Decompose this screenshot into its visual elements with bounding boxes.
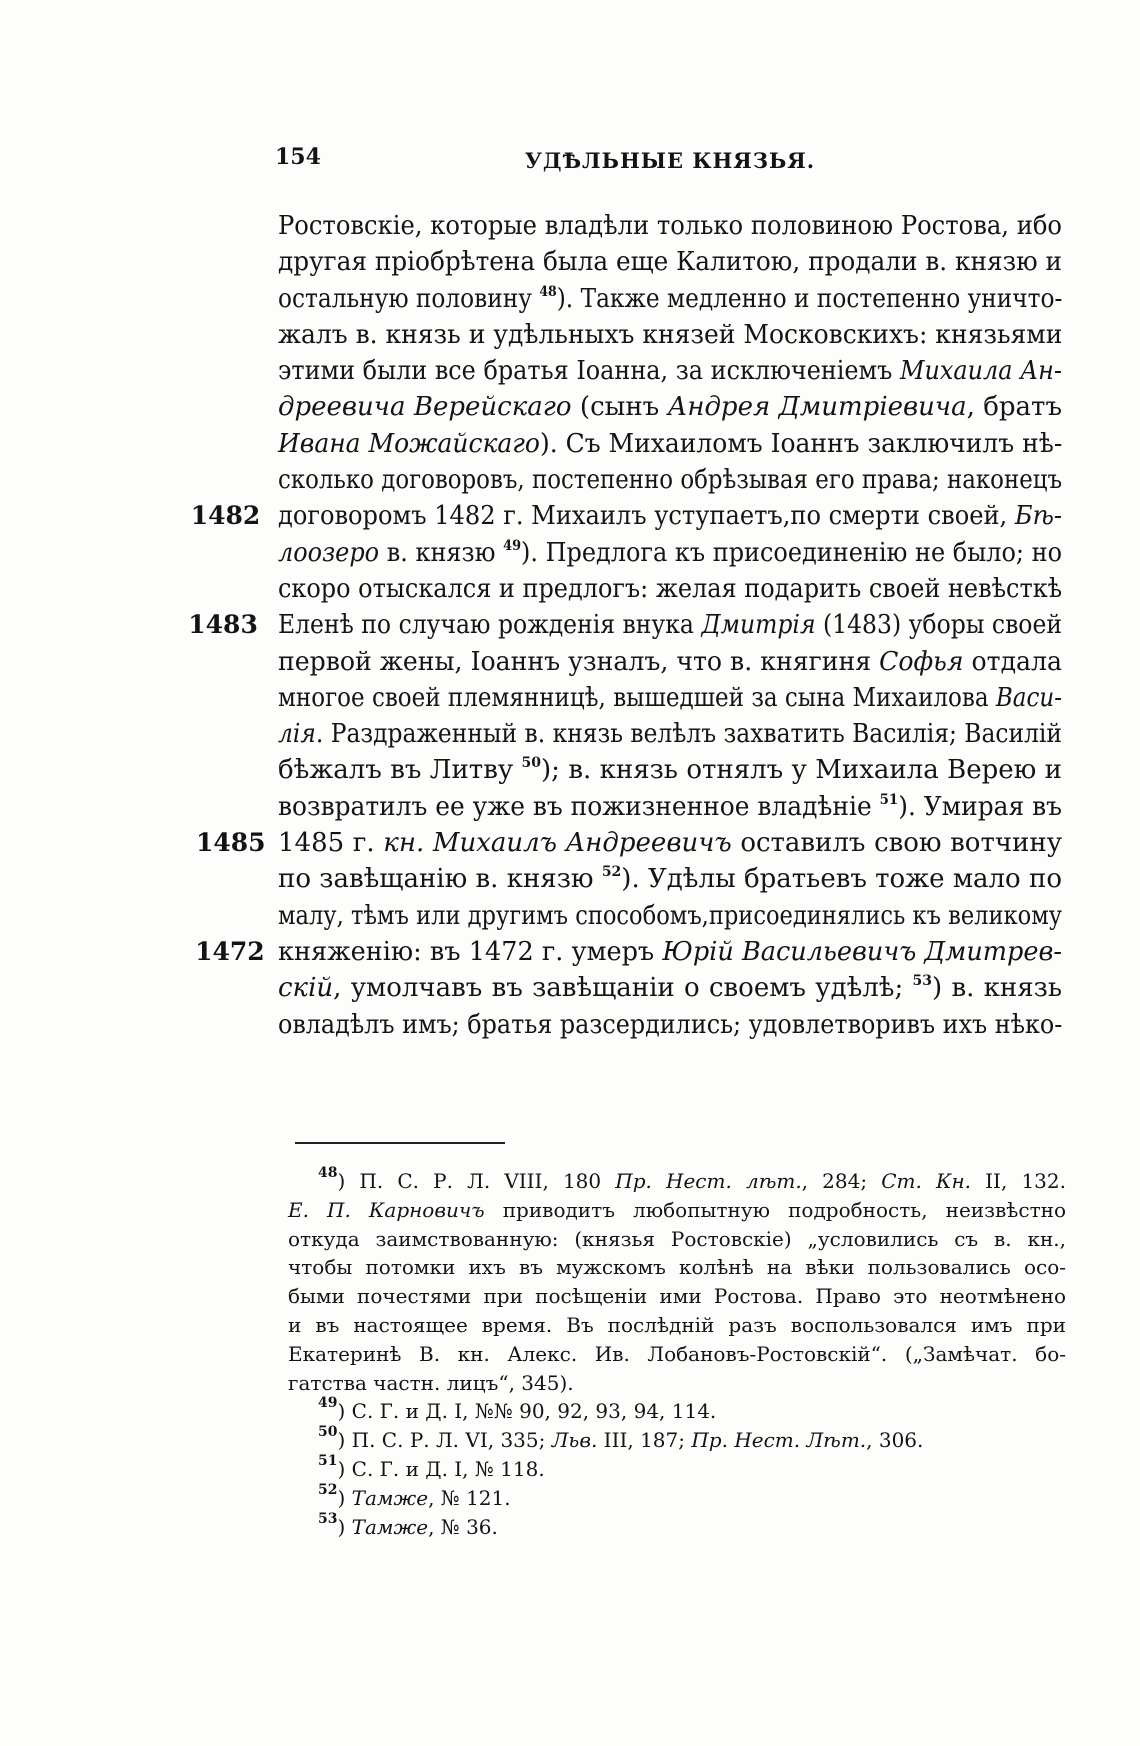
text-line: 1483 Еленѣ по случаю рожденія внука Дмитрія (1483) уборы своей (278, 607, 1062, 643)
running-title: УДѢЛЬНЫЕ КНЯЗЬЯ. (524, 148, 816, 173)
text-line: сколько договоровъ, постепенно обрѣзывая его права; наконецъ (278, 465, 1062, 496)
margin-year-1485: 1485 (196, 828, 266, 858)
footnote-53: $^{53}$) Тамже, № 36. (318, 1510, 498, 1539)
text-line: первой жены, Іоаннъ узналъ, что в. княгиня Софья отдала (278, 646, 1062, 677)
footnote-ref: 51 (879, 791, 899, 808)
page-number: 154 (275, 144, 321, 170)
footnote-51: $^{51}$) С. Г. и Д. I, № 118. (318, 1452, 545, 1481)
text-line: многое своей племянницѣ, вышедшей за сына Михаилова Васи- (278, 682, 1062, 713)
footnote-separator (295, 1142, 505, 1144)
margin-year-1483: 1483 (188, 610, 259, 640)
text-line: 1472 княженію: въ 1472 г. умеръ Юрій Васильевичъ Дмитрев- (278, 934, 1062, 970)
main-text (188, 208, 1063, 1043)
text-line: по завѣщанію в. князю $^{52}$). Удѣлы братьевъ тоже мало по (278, 864, 1062, 895)
footnote-line: чтобы потомки ихъ въ мужскомъ колѣнѣ на вѣки пользовались осо- (288, 1255, 1066, 1280)
text-line: бѣжалъ въ Литву $^{50}$); в. князь отнялъ у Михаила Верею и (278, 755, 1062, 786)
text-line: остальную половину $^{48}$). Также медленно и постепенно уничто- (278, 283, 1063, 314)
margin-year-1482: 1482 (190, 501, 260, 531)
text-line: лія. Раздраженный в. князь велѣлъ захватить Василія; Василій (278, 719, 1062, 750)
text-line: овладѣлъ имъ; братья разсердились; удовлетворивъ ихъ нѣко- (278, 1009, 1063, 1040)
text-line: этими были все братья Іоанна, за исключеніемъ Михаила Ан- (278, 356, 1062, 387)
text-line: лоозеро в. князю $^{49}$). Предлога къ присоединенію не было; но (278, 537, 1062, 568)
footnote-line: откуда заимствованную: (князья Ростовскіе) „условились съ в. кн., (288, 1226, 1066, 1251)
footnote-line: гатства частн. лицъ“, 345). (288, 1370, 574, 1395)
text-line: возвратилъ ее уже въ пожизненное владѣніе $^{51}$). Умирая въ (278, 791, 1062, 822)
text-line: Ивана Можайскаго). Съ Михаиломъ Іоаннъ заключилъ нѣ- (278, 428, 1063, 459)
footnote-line: быми почестями при посѣщеніи ими Ростова. Право это неотмѣнено (288, 1284, 1066, 1309)
footnote-ref: 53 (912, 973, 933, 990)
footnote-line: Е. П. Карновичъ приводитъ любопытную подробность, неизвѣстно (288, 1197, 1066, 1222)
text-line: 1485 1485 г. кн. Михаилъ Андреевичъ оставилъ свою вотчину (278, 825, 1062, 861)
text-line: Ростовскіе, которые владѣли только половиною Ростова, ибо (278, 211, 1062, 241)
footnote-line: и въ настоящее время. Въ послѣдній разъ воспользовался имъ при (288, 1312, 1066, 1337)
footnote-ref: 48 (539, 283, 557, 300)
footnote-48: $^{48}$) П. С. Р. Л. VIII, 180 Пр. Нест. лѣт., 284; Ст. Кн. II, 132. (318, 1165, 1066, 1193)
text-line: скій, умолчавъ въ завѣщаніи о своемъ удѣлѣ; $^{53}$) в. князь (278, 973, 1062, 1004)
footnote-ref: 52 (601, 864, 622, 881)
text-line: дреевича Верейскаго (сынъ Андрея Дмитріевича, братъ (278, 392, 1062, 423)
footnotes (288, 1167, 1066, 1541)
text-line: другая пріобрѣтена была еще Калитою, продали в. князю и (278, 247, 1062, 278)
footnote-ref: 49 (503, 537, 522, 554)
text-line: жалъ в. князь и удѣльныхъ князей Московскихъ: князьями (278, 319, 1063, 350)
page-header (275, 144, 1065, 178)
footnote-ref: 50 (521, 755, 542, 772)
footnote-50: $^{50}$) П. С. Р. Л. VI, 335; Льв. III, 187; Пр. Нест. Лѣт., 306. (318, 1424, 924, 1453)
margin-year-1472: 1472 (194, 936, 265, 966)
text-line: скоро отыскался и предлогъ: желая подарить своей невѣсткѣ (278, 573, 1063, 604)
footnote-49: $^{49}$) С. Г. и Д. I, №№ 90, 92, 93, 94, 114. (318, 1395, 717, 1424)
footnote-52: $^{52}$) Тамже, № 121. (318, 1481, 511, 1510)
footnote-line: Екатеринѣ В. кн. Алекс. Ив. Лобановъ-Ростовскій“. („Замѣчат. бо- (288, 1341, 1066, 1366)
text-line: 1482 договоромъ 1482 г. Михаилъ уступаетъ,по смерти своей, Бѣ- (278, 498, 1062, 534)
text-line: малу, тѣмъ или другимъ способомъ,присоединялись къ великому (278, 900, 1062, 931)
